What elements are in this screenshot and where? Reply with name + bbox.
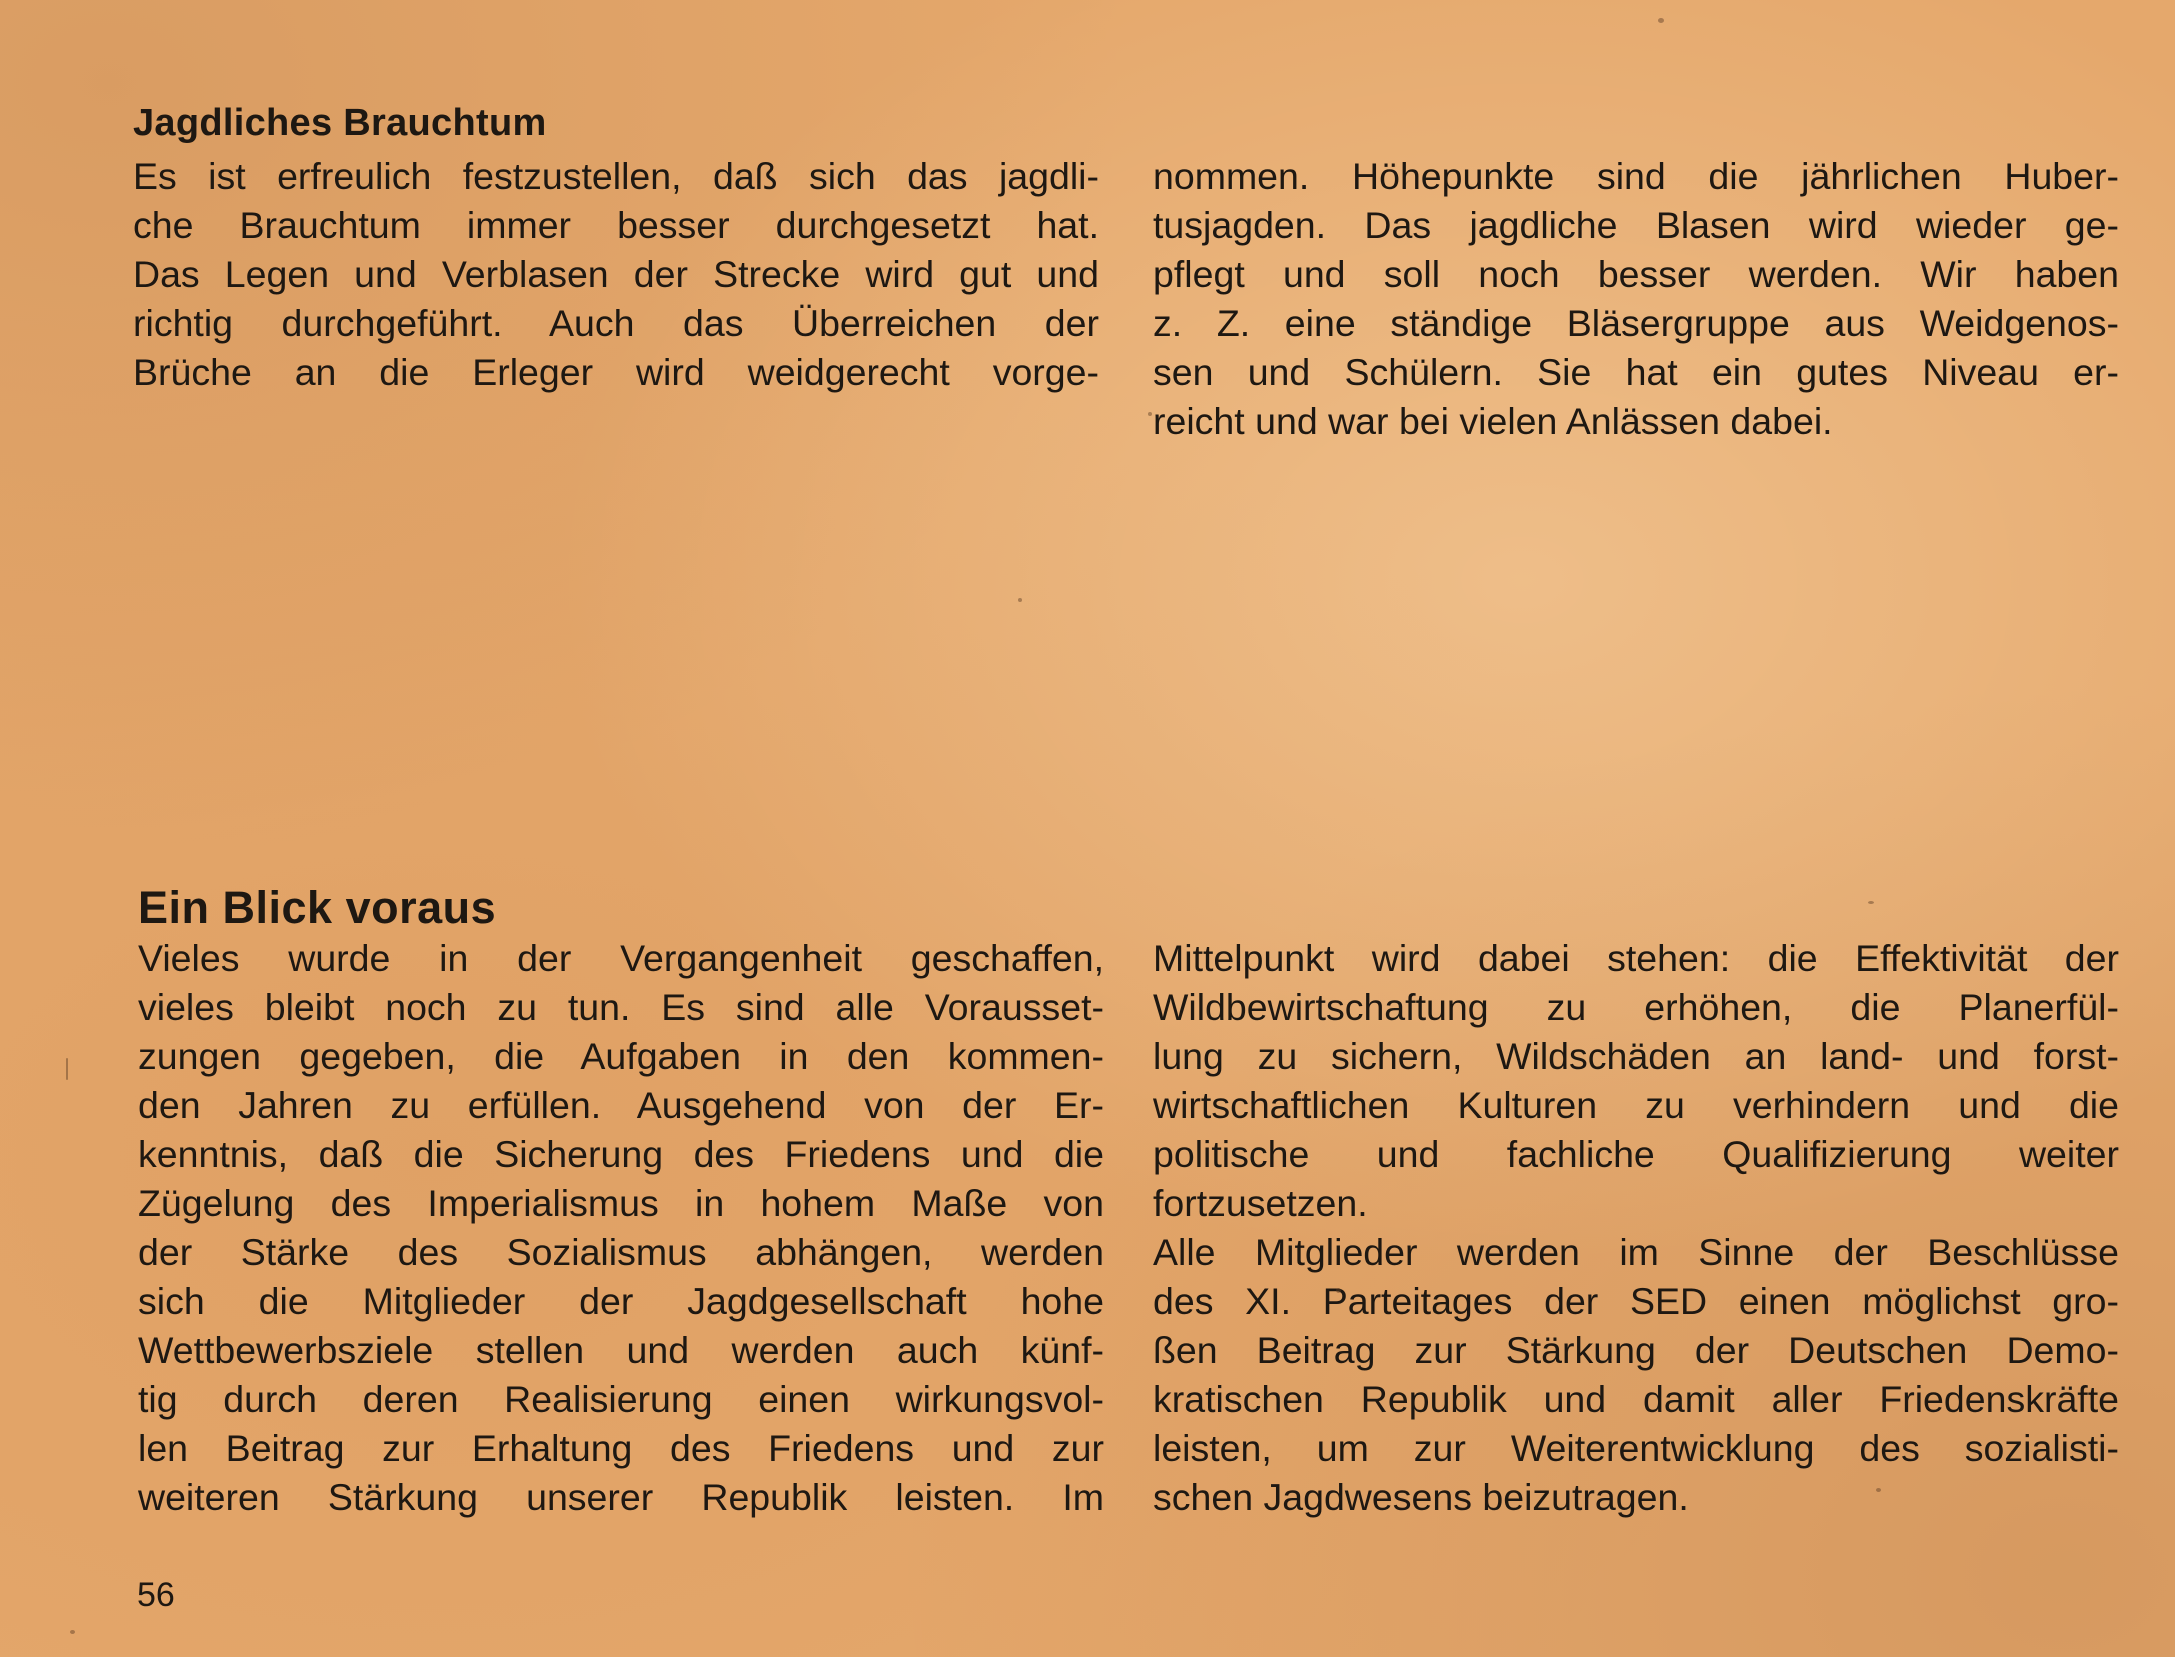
section-heading-jagdliches-brauchtum: Jagdliches Brauchtum — [133, 102, 547, 144]
text-line: lung zu sichern, Wildschäden an land- und forst- — [1153, 1035, 2119, 1077]
text-line: leisten, um zur Weiterentwicklung des sozialisti- — [1153, 1427, 2119, 1469]
paper-speck — [1018, 598, 1022, 602]
text-line: politische und fachliche Qualifizierung weiter — [1153, 1133, 2119, 1175]
text-line: schen Jagdwesens beizutragen. — [1153, 1476, 1689, 1518]
text-line: Wettbewerbsziele stellen und werden auch künf- — [138, 1329, 1104, 1371]
text-line: weiteren Stärkung unserer Republik leisten. Im — [138, 1476, 1104, 1518]
text-line: kratischen Republik und damit aller Friedenskräfte — [1153, 1378, 2119, 1420]
text-line: tusjagden. Das jagdliche Blasen wird wieder ge- — [1153, 204, 2119, 246]
text-line: reicht und war bei vielen Anlässen dabei. — [1153, 400, 1833, 442]
section1-left-column — [133, 152, 1099, 397]
text-line: nommen. Höhepunkte sind die jährlichen Huber- — [1153, 155, 2119, 197]
text-line: Mittelpunkt wird dabei stehen: die Effektivität der — [1153, 937, 2119, 979]
text-line: pflegt und soll noch besser werden. Wir haben — [1153, 253, 2119, 295]
text-line: tig durch deren Realisierung einen wirkungsvol- — [138, 1378, 1104, 1420]
paper-speck — [70, 1630, 75, 1634]
text-line: len Beitrag zur Erhaltung des Friedens und zur — [138, 1427, 1104, 1469]
page-number: 56 — [137, 1576, 175, 1614]
text-line: zungen gegeben, die Aufgaben in den kommen- — [138, 1035, 1104, 1077]
text-line: kenntnis, daß die Sicherung des Friedens und die — [138, 1133, 1104, 1175]
text-line: richtig durchgeführt. Auch das Überreichen der — [133, 302, 1099, 344]
section1-right-column — [1153, 152, 2119, 446]
text-line: der Stärke des Sozialismus abhängen, werden — [138, 1231, 1104, 1273]
text-line: Wildbewirtschaftung zu erhöhen, die Planerfül- — [1153, 986, 2119, 1028]
paper-speck — [1336, 1288, 1341, 1293]
paper-speck — [1148, 412, 1152, 416]
text-line: sen und Schülern. Sie hat ein gutes Niveau er- — [1153, 351, 2119, 393]
text-line: fortzusetzen. — [1153, 1182, 1368, 1224]
text-line: sich die Mitglieder der Jagdgesellschaft hohe — [138, 1280, 1104, 1322]
text-line: Es ist erfreulich festzustellen, daß sich das jagdli- — [133, 155, 1099, 197]
text-line: z. Z. eine ständige Bläsergruppe aus Weidgenos- — [1153, 302, 2119, 344]
paper-speck — [1658, 18, 1664, 23]
text-line: Vieles wurde in der Vergangenheit geschaffen, — [138, 937, 1104, 979]
text-line: wirtschaftlichen Kulturen zu verhindern und die — [1153, 1084, 2119, 1126]
text-line: ßen Beitrag zur Stärkung der Deutschen Demo- — [1153, 1329, 2119, 1371]
text-line: Alle Mitglieder werden im Sinne der Beschlüsse — [1153, 1231, 2119, 1273]
text-line: des XI. Parteitages der SED einen möglichst gro- — [1153, 1280, 2119, 1322]
text-line: Brüche an die Erleger wird weidgerecht vorge- — [133, 351, 1099, 393]
section2-left-column — [138, 934, 1104, 1522]
section2-right-column — [1153, 934, 2119, 1522]
text-line: vieles bleibt noch zu tun. Es sind alle Vorausset- — [138, 986, 1104, 1028]
text-line: che Brauchtum immer besser durchgesetzt hat. — [133, 204, 1099, 246]
text-line: Zügelung des Imperialismus in hohem Maße von — [138, 1182, 1104, 1224]
text-line: Das Legen und Verblasen der Strecke wird gut und — [133, 253, 1099, 295]
paper-speck — [66, 1058, 68, 1080]
text-line: den Jahren zu erfüllen. Ausgehend von der Er- — [138, 1084, 1104, 1126]
paper-speck — [1876, 1488, 1881, 1492]
section-heading-ein-blick-voraus: Ein Blick voraus — [138, 882, 497, 933]
paper-speck — [1868, 901, 1874, 904]
